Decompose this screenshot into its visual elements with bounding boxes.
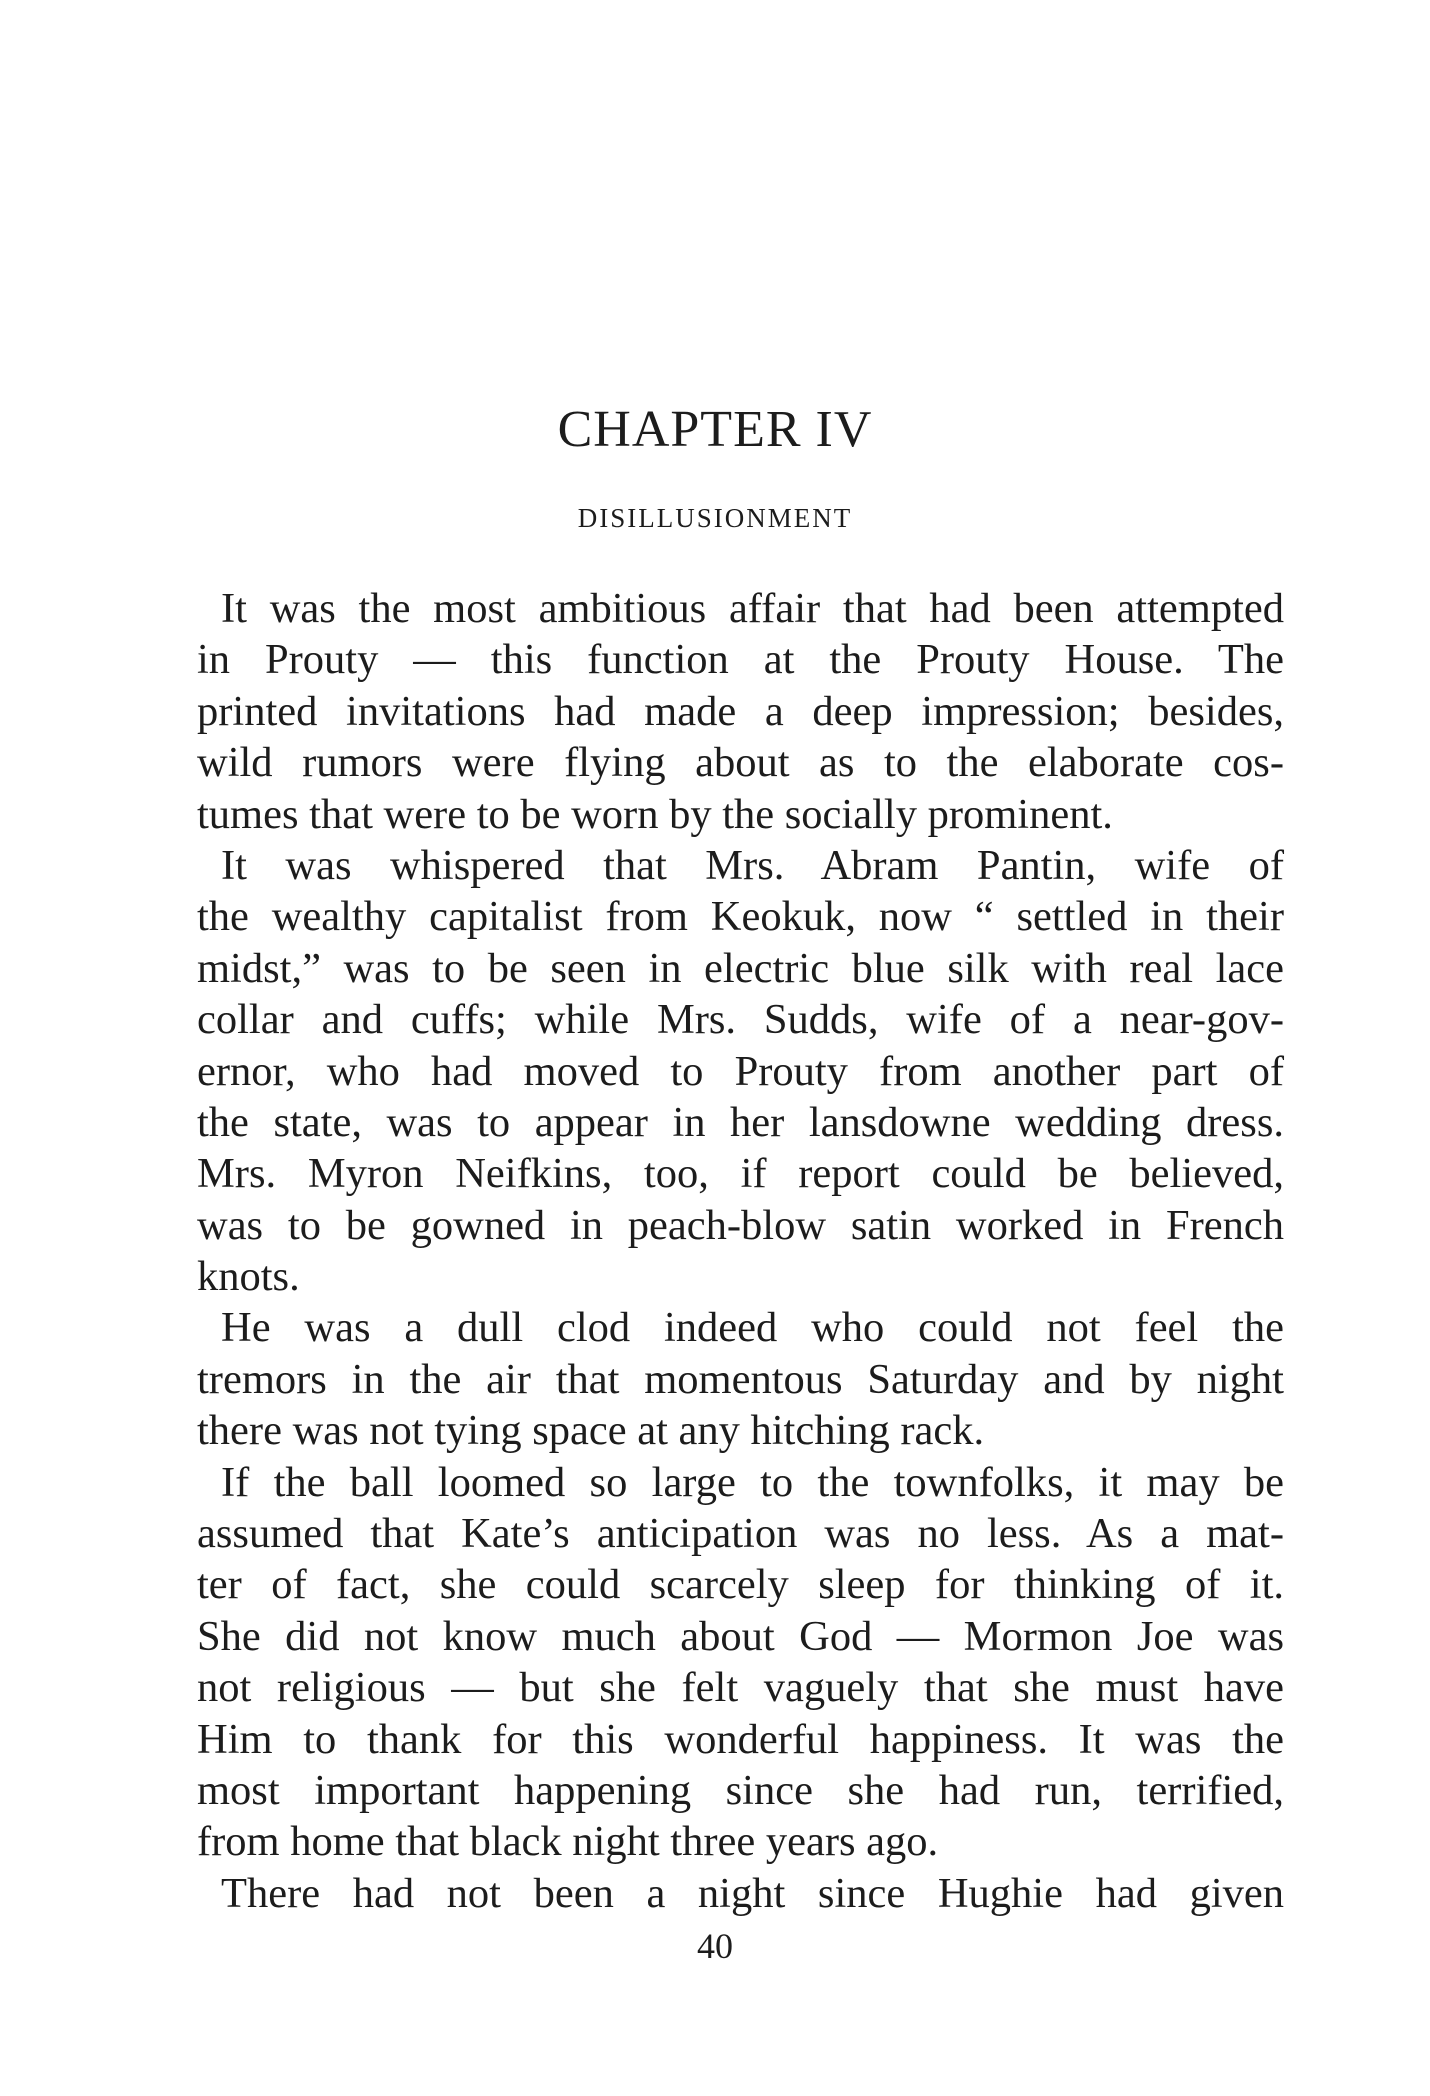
text-line: It was the most ambitious affair that had been attempted	[221, 585, 1284, 632]
paragraph	[197, 583, 1284, 840]
page-number: 40	[697, 1926, 733, 1966]
text-line: the wealthy capitalist from Keokuk, now “ settled in their	[197, 893, 1284, 941]
text-line: If the ball loomed so large to the townfolks, it may be	[221, 1458, 1284, 1506]
paragraph	[197, 1457, 1284, 1868]
paragraph	[197, 1302, 1284, 1456]
text-line: assumed that Kate’s anticipation was no less. As a mat-	[197, 1510, 1284, 1558]
text-line: Him to thank for this wonderful happiness. It was the	[197, 1715, 1284, 1763]
text-line: midst,” was to be seen in electric blue silk with real lace	[197, 944, 1284, 992]
chapter-title: CHAPTER IV	[557, 401, 873, 458]
text-line: was to be gowned in peach-blow satin worked in French	[197, 1201, 1284, 1249]
paragraph	[197, 1868, 1284, 1919]
text-line: knots.	[197, 1253, 300, 1301]
text-line: not religious — but she felt vaguely that she must have	[197, 1664, 1284, 1712]
paragraph	[197, 840, 1284, 1303]
text-line: There had not been a night since Hughie had given	[221, 1869, 1284, 1917]
text-line: He was a dull clod indeed who could not feel the	[221, 1304, 1284, 1352]
text-line: in Prouty — this function at the Prouty House. The	[197, 636, 1284, 684]
text-line: the state, was to appear in her lansdowne wedding dress.	[197, 1098, 1284, 1146]
chapter-subtitle: DISILLUSIONMENT	[577, 503, 853, 533]
text-line: wild rumors were flying about as to the elaborate cos-	[197, 739, 1284, 787]
text-line: from home that black night three years ago.	[197, 1818, 939, 1866]
text-line: She did not know much about God — Mormon Joe was	[197, 1612, 1284, 1660]
text-line: most important happening since she had run, terrified,	[197, 1766, 1284, 1814]
body-text	[197, 583, 1284, 1919]
text-line: ernor, who had moved to Prouty from another part of	[197, 1047, 1284, 1095]
text-line: Mrs. Myron Neifkins, too, if report could be believed,	[197, 1150, 1284, 1198]
text-line: collar and cuffs; while Mrs. Sudds, wife of a near-gov-	[197, 996, 1284, 1044]
text-line: It was whispered that Mrs. Abram Pantin, wife of	[221, 841, 1284, 889]
text-line: tremors in the air that momentous Saturday and by night	[197, 1355, 1284, 1403]
text-line: printed invitations had made a deep impression; besides,	[197, 687, 1284, 735]
text-line: there was not tying space at any hitching rack.	[197, 1407, 985, 1455]
text-line: ter of fact, she could scarcely sleep for thinking of it.	[197, 1561, 1284, 1609]
text-line: tumes that were to be worn by the socially prominent.	[197, 790, 1113, 838]
